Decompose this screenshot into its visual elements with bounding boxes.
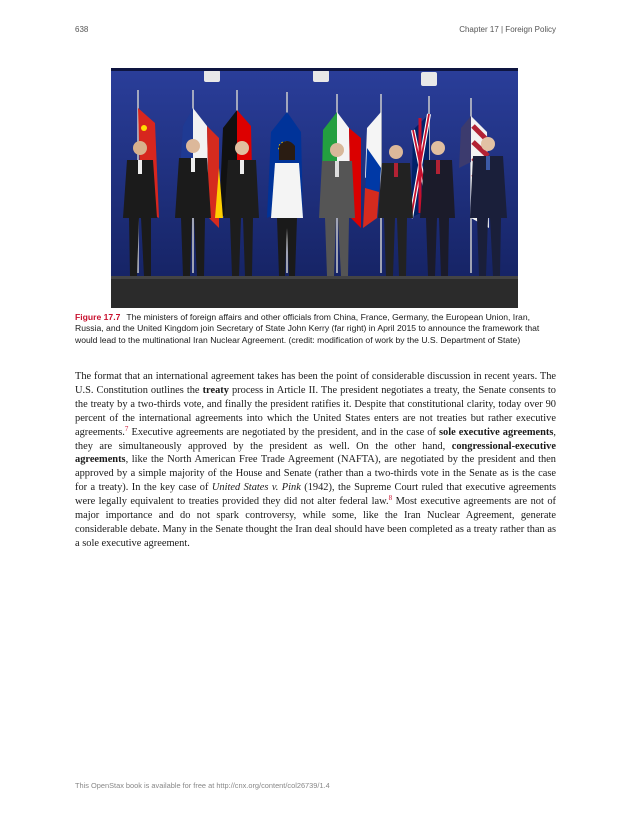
case-name: United States v. Pink — [211, 482, 301, 494]
backdrop — [111, 68, 518, 308]
term-treaty: treaty — [202, 384, 229, 396]
figure-caption-text: The ministers of foreign affairs and other officials from China, France, Germany, the European Union, Iran, Russia, and the United Kingdom join Secretary of State John Kerry (far right) in April 2015 to announce the framework that would lead to the multinational Iran Nuclear Agreement. (credit: modification of work by the U.S. Department of State) — [75, 312, 540, 345]
page-number: 638 — [75, 25, 89, 34]
figure-photo — [111, 68, 518, 308]
footnote-link-7[interactable]: 7 — [124, 424, 129, 433]
figure-label: Figure 17.7 — [75, 312, 121, 322]
footnote-link-8[interactable]: 8 — [388, 494, 393, 503]
page-footer: This OpenStax book is available for free at http://cnx.org/content/col26739/1.4 — [75, 781, 330, 790]
term-sole-executive-agreements: sole executive agreements — [438, 426, 554, 438]
body-paragraph: The format that an international agreement takes has been the point of considerable discussion in recent years. The U.S. Constitution outlines the treaty process in Article II. The president negotiates a treaty, the Senate consents to the treaty by a two-thirds vote, and finally the president ratifies it. Despite that constitutional clarity, today over 90 percent of the international agreements into which the United States enters are not treaties but rather executive agreements.$^7$ Executive agreements are negotiated by the president, and in the case of sole executive agreements, they are simultaneously approved by the president as well. On the other hand, congressional-executive agreements, like the North American Free Trade Agreement (NAFTA), are negotiated by the president and then approved by a simple majority of the House and Senate (rather than a two-thirds vote in the Senate as is the case for a treaty). In the key case of United States v. Pink (1942), the Supreme Court ruled that executive agreements were legally equivalent to treaties provided they did not alter federal law.$^8$ Most executive agreements are not of major importance and do not spark controversy, while some, like the Iran Nuclear Agreement, generate considerable debate. Many in the Senate thought the Iran deal should have been completed as a treaty rather than as a sole executive agreement. — [75, 371, 557, 549]
stage — [111, 276, 518, 308]
figure-caption — [75, 312, 555, 346]
chapter-title: Chapter 17 | Foreign Policy — [459, 25, 556, 34]
term-congressional-executive-agreements: congressional-executive agreements — [75, 440, 556, 466]
